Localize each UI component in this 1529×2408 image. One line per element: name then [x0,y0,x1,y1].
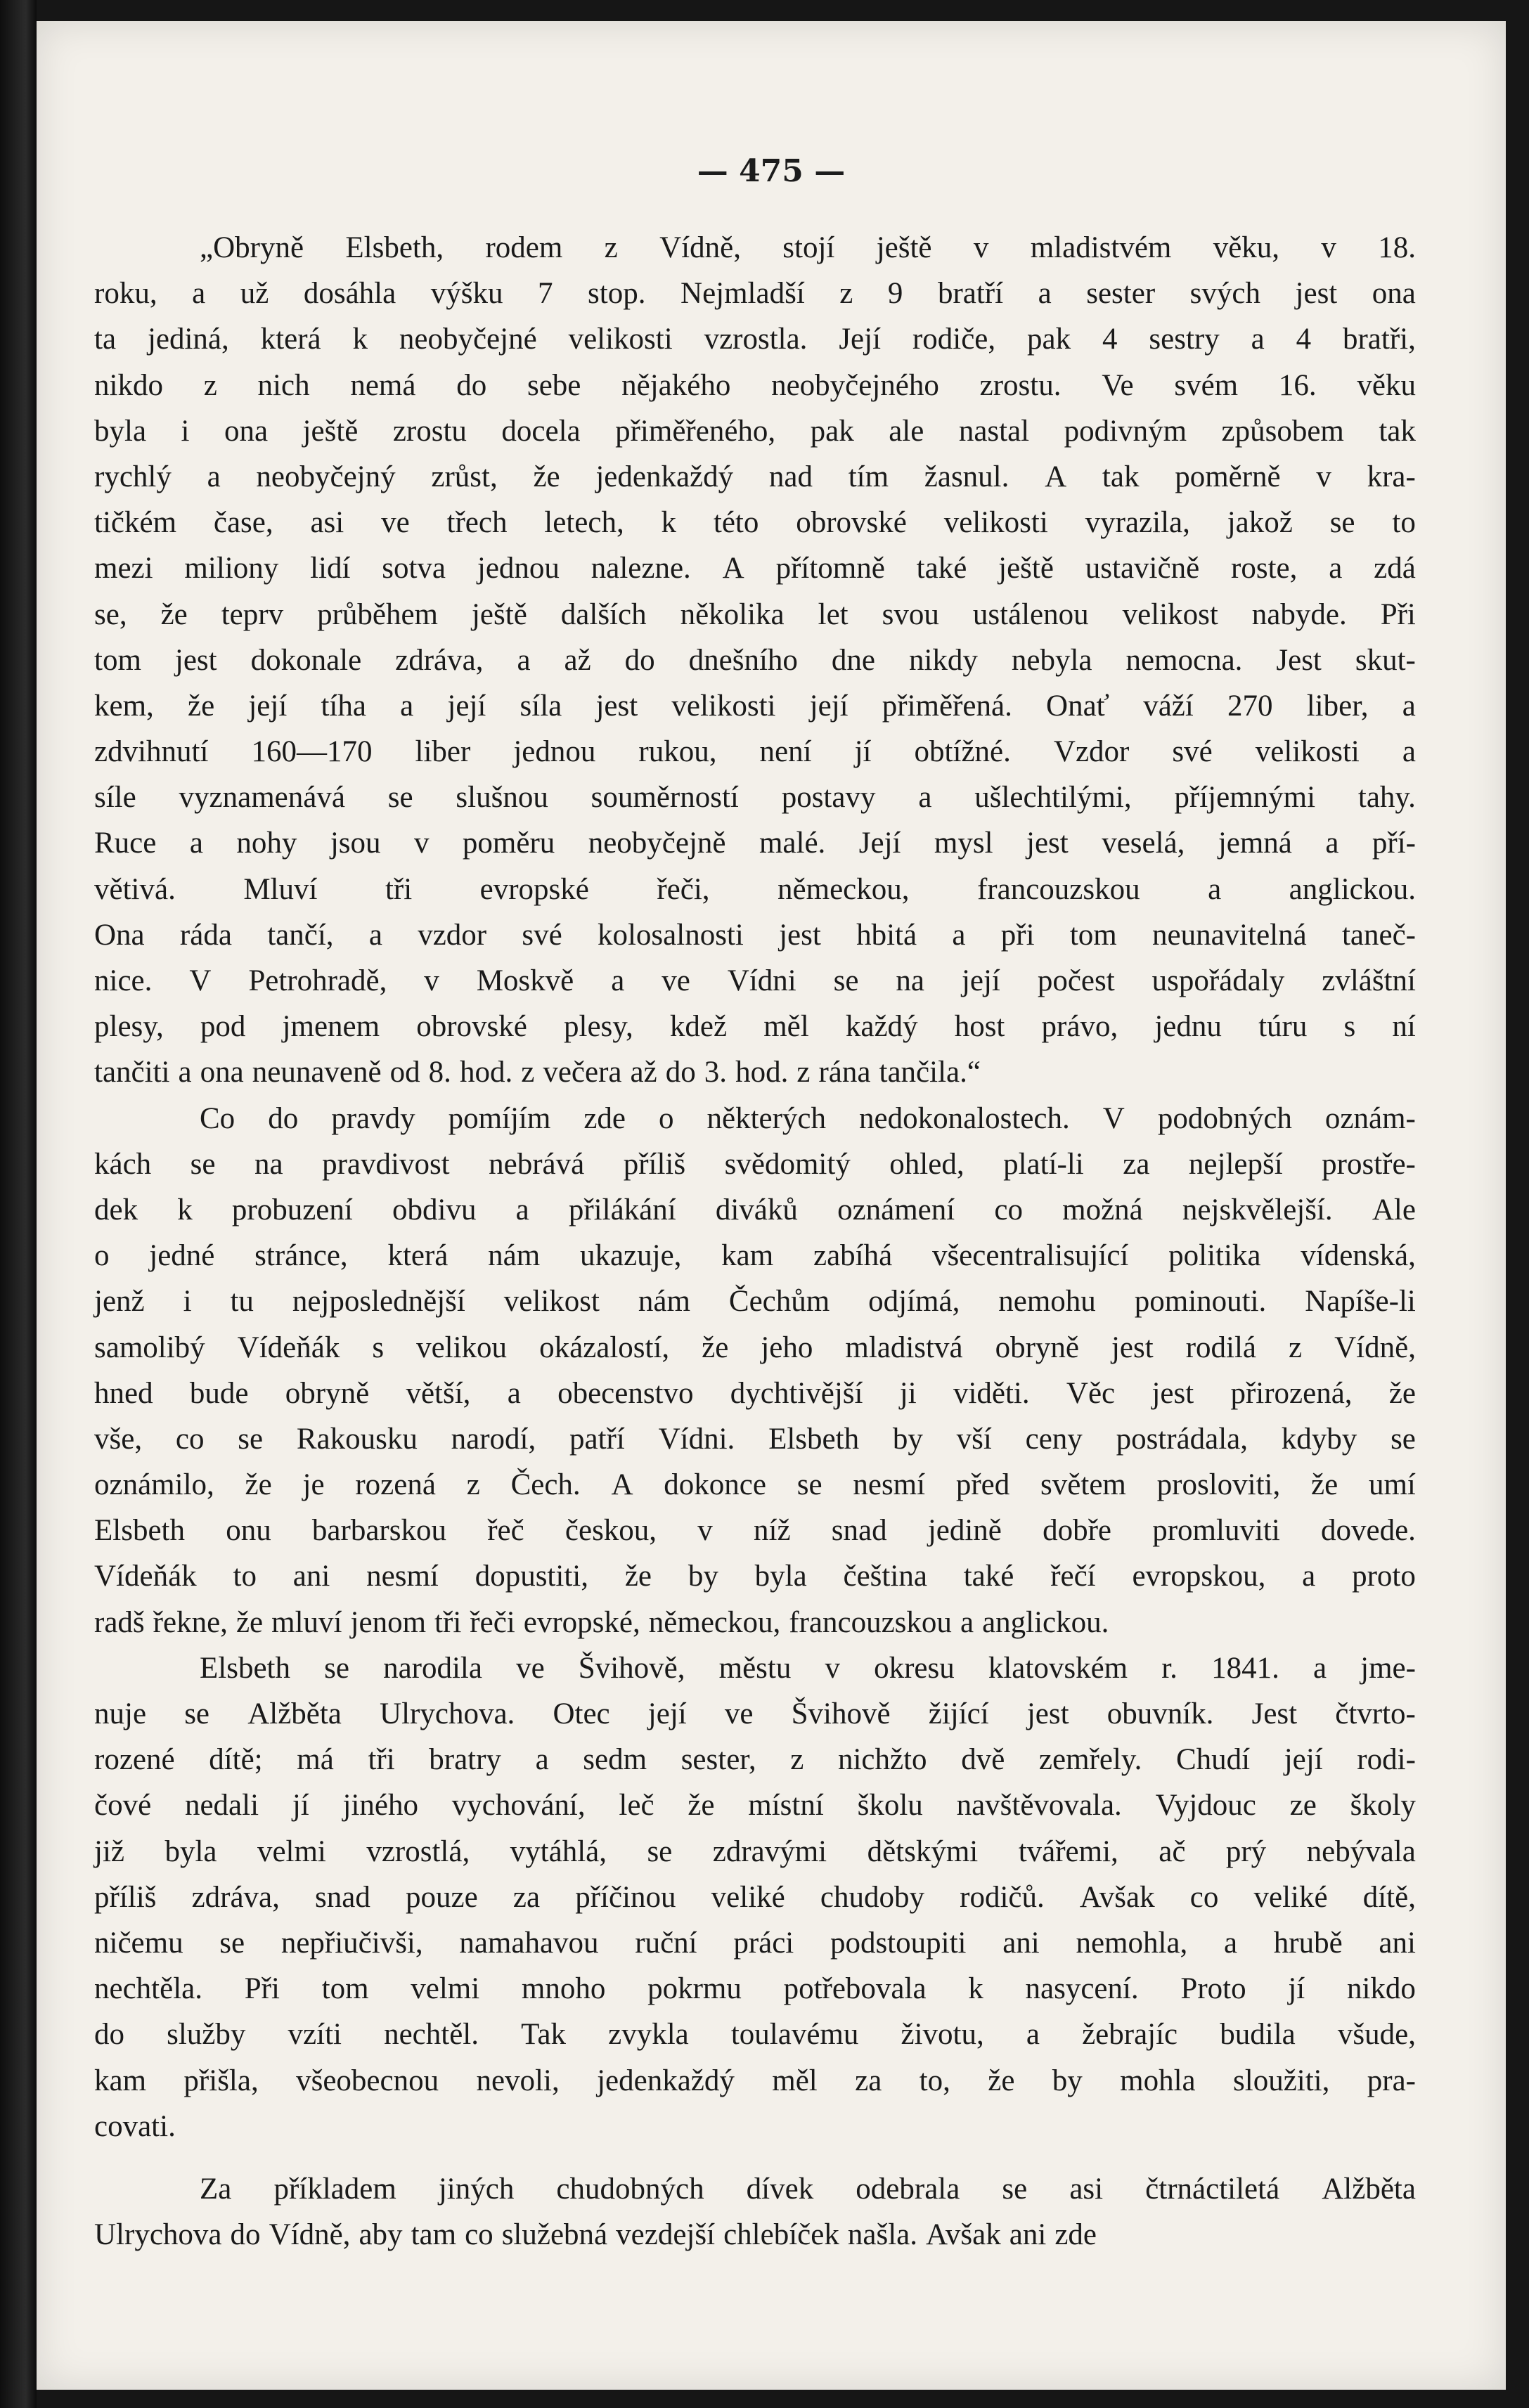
text-line: „Obryně Elsbeth, rodem z Vídně, stojí ještě v mladistvém věku, v 18. [200,231,1416,264]
paragraph [94,2166,1416,2258]
page-number: — 475 — [697,153,846,189]
text-line: čové nedali jí jiného vychování, leč že místní školu navštěvovala. Vyjdouc ze školy [94,1789,1416,1823]
text-line: příliš zdráva, snad pouze za příčinou veliké chudoby rodičů. Avšak co veliké dítě, [94,1880,1416,1914]
text-line: vše, co se Rakousku narodí, patří Vídni. Elsbeth by vší ceny postrádala, kdyby se [94,1422,1416,1456]
paragraph [94,225,1416,1096]
text-line: samolibý Vídeňák s velikou okázalostí, že jeho mladistvá obryně jest rodilá z Vídně, [94,1331,1416,1364]
text-line: plesy, pod jmenem obrovské plesy, kdež měl každý host právo, jednu túru s ní [94,1010,1416,1044]
text-line: kem, že její tíha a její síla jest velikosti její přiměřená. Onať váží 270 liber, a [94,689,1416,723]
text-line: nice. V Petrohradě, v Moskvě a ve Vídni se na její počest uspořádaly zvláštní [94,964,1416,997]
text-line: tičkém čase, asi ve třech letech, k této obrovské velikosti vyrazila, jakož se to [94,506,1416,540]
text-line: oznámilo, že je rozená z Čech. A dokonce se nesmí před světem prosloviti, že umí [94,1468,1416,1502]
text-line: Ona ráda tančí, a vzdor své kolosalnosti jest hbitá a při tom neunavitelná taneč- [94,918,1416,952]
text-line: mezi miliony lidí sotva jednou nalezne. A přítomně také ještě ustavičně roste, a zdá [94,552,1416,585]
text-line: kách se na pravdivost nebrává příliš svědomitý ohled, platí-li za nejlepší prostře- [94,1147,1416,1181]
text-line: o jedné stránce, která nám ukazuje, kam zabíhá všecentralisující politika vídenská, [94,1239,1416,1273]
text-line: zdvihnutí 160—170 liber jednou rukou, není jí obtížné. Vzdor své velikosti a [94,735,1416,769]
text-line: nuje se Alžběta Ulrychova. Otec její ve Švihově žijící jest obuvník. Jest čtvrto- [94,1697,1416,1730]
text-line: kam přišla, všeobecnou nevoli, jedenkaždý měl za to, že by mohla sloužiti, pra- [94,2064,1416,2097]
text-line: tančiti a ona neunaveně od 8. hod. z večera až do 3. hod. z rána tančila.“ [94,1056,981,1089]
text-line: ta jediná, která k neobyčejné velikosti vzrostla. Její rodiče, pak 4 sestry a 4 bratři, [94,323,1416,356]
book-spine-edge [0,0,37,2408]
paragraph [94,1645,1416,2149]
body-text [94,225,1416,2258]
text-line: jenž i tu nejposlednější velikost nám Čechům odjímá, nemohu pominouti. Napíše-li [94,1285,1416,1319]
text-line: Ruce a nohy jsou v poměru neobyčejně malé. Její mysl jest veselá, jemná a pří- [94,827,1416,860]
paragraph [94,1096,1416,1645]
text-line: větivá. Mluví tři evropské řeči, německou, francouzskou a anglickou. [94,872,1416,906]
text-line: Co do pravdy pomíjím zde o některých nedokonalostech. V podobných oznám- [200,1101,1416,1135]
text-line: Elsbeth onu barbarskou řeč českou, v níž snad jedině dobře promluviti dovede. [94,1514,1416,1548]
text-line: tom jest dokonale zdráva, a až do dnešního dne nikdy nebyla nemocna. Jest skut- [94,643,1416,677]
text-line: síle vyznamenává se slušnou souměrností postavy a ušlechtilými, příjemnými tahy. [94,781,1416,815]
text-line: covati. [94,2109,176,2143]
book-page [37,21,1506,2390]
text-line: rozené dítě; má tři bratry a sedm sester, z nichžto dvě zemřely. Chudí její rodi- [94,1743,1416,1777]
text-line: Elsbeth se narodila ve Švihově, městu v okresu klatovském r. 1841. a jme- [200,1651,1416,1685]
text-line: ničemu se nepřiučivši, namahavou ruční práci podstoupiti ani nemohla, a hrubě ani [94,1926,1416,1960]
text-line: nikdo z nich nemá do sebe nějakého neobyčejného zrostu. Ve svém 16. věku [94,368,1416,402]
text-line: rychlý a neobyčejný zrůst, že jedenkaždý nad tím žasnul. A tak poměrně v kra- [94,460,1416,493]
text-line: nechtěla. Při tom velmi mnoho pokrmu potřebovala k nasycení. Proto jí nikdo [94,1972,1416,2006]
text-line: Vídeňák to ani nesmí dopustiti, že by byla čeština také řečí evropskou, a proto [94,1560,1416,1593]
text-line: do služby vzíti nechtěl. Tak zvykla toulavému životu, a žebrajíc budila všude, [94,2018,1416,2052]
text-line: byla i ona ještě zrostu docela přiměřeného, pak ale nastal podivným způsobem tak [94,414,1416,448]
text-line: dek k probuzení obdivu a přilákání diváků oznámení co možná nejskvělejší. Ale [94,1193,1416,1226]
text-line: se, že teprv průběhem ještě dalších několika let svou ustálenou velikost nabyde. Při [94,597,1416,631]
text-line: Ulrychova do Vídně, aby tam co služebná vezdejší chlebíček našla. Avšak ani zde [94,2218,1097,2252]
text-line: Za příkladem jiných chudobných dívek odebrala se asi čtrnáctiletá Alžběta [200,2172,1416,2206]
text-line: hned bude obryně větší, a obecenstvo dychtivější ji viděti. Věc jest přirozená, že [94,1376,1416,1410]
text-line: radš řekne, že mluví jenom tři řeči evropské, německou, francouzskou a anglickou. [94,1605,1109,1639]
text-line: již byla velmi vzrostlá, vytáhlá, se zdravými dětskými tvářemi, ač prý nebývala [94,1834,1416,1868]
text-line: roku, a už dosáhla výšku 7 stop. Nejmladší z 9 bratří a sester svých jest ona [94,277,1416,311]
